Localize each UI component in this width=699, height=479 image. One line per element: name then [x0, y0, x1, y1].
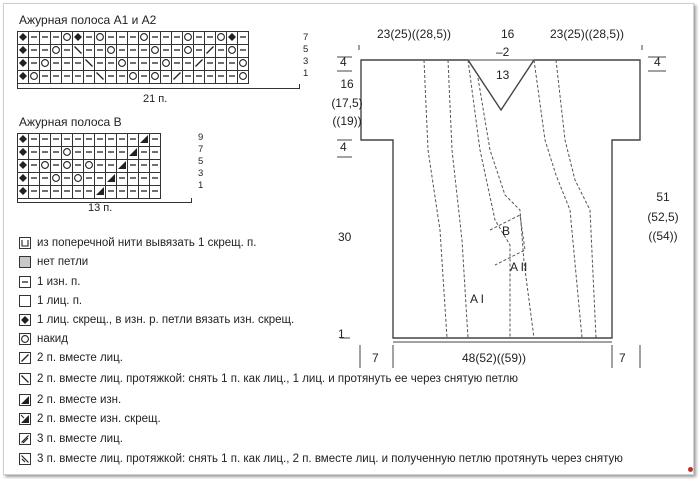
bottom-left-dimension: 7 [372, 351, 379, 365]
armhole-height-1: 16 [340, 77, 354, 91]
body-outline [361, 60, 640, 338]
chart-b-row-number: 5 [198, 156, 204, 167]
sleeve-left-top-dimension: 4 [340, 55, 347, 69]
armhole-height-3: ((19)) [332, 114, 362, 128]
sleeve-left-bottom-dimension: 4 [340, 140, 347, 154]
corner-mark-icon [688, 467, 693, 472]
legend-text: 1 изн. п. [37, 276, 81, 288]
chart-a-row-number: 1 [303, 68, 309, 79]
neck-width-dimension: 16 [501, 27, 515, 41]
total-length-1: 51 [656, 190, 670, 204]
hem-dimension: 1 [338, 327, 345, 341]
stripe-label-a2: A II [510, 260, 528, 274]
stripe-label-b: B [502, 224, 511, 238]
legend-text: 2 п. вместе лиц. протяжкой: снять 1 п. как лиц., 1 лиц. и протянуть ее через снятую петлю [37, 373, 519, 385]
chart-a-title: Ажурная полоса A1 и A2 [19, 13, 157, 27]
legend-text: накид [37, 333, 68, 345]
chart-b-row-number: 7 [198, 144, 204, 155]
legend-text: 1 лиц. скрещ., в изн. р. петли вязать изн. скрещ. [37, 314, 295, 326]
total-length-2: (52,5) [647, 210, 679, 224]
sleeve-right-top-dimension: 4 [654, 55, 661, 69]
total-length-3: ((54)) [648, 229, 678, 243]
legend-text: 2 п. вместе изн. [37, 394, 122, 406]
stripe-label-a1: A I [470, 292, 485, 306]
chart-b-title: Ажурная полоса B [19, 115, 122, 129]
chart-b-row-number: 9 [198, 132, 204, 143]
armhole-height-2: (17,5) [331, 96, 363, 110]
bottom-right-dimension: 7 [619, 351, 626, 365]
neck-depth-dimension: 13 [496, 68, 510, 82]
chart-b-row-number: 1 [198, 180, 204, 191]
legend-text: 3 п. вместе лиц. [37, 433, 123, 445]
legend-text: нет петли [37, 256, 89, 268]
shoulder-right-dimension: 23(25)((28,5)) [550, 27, 625, 41]
chart-b-row-number: 3 [198, 168, 204, 179]
legend-text: 3 п. вместе лиц. протяжкой: снять 1 п. как лиц., 2 п. вместе лиц. и полученную петлю протянуть через снятую [37, 453, 623, 465]
legend-text: 2 п. вместе лиц. [37, 352, 123, 364]
legend-text: 2 п. вместе изн. скрещ. [37, 413, 161, 425]
bottom-width-dimension: 48(52)((59)) [462, 351, 527, 365]
neck-minus-dimension: –2 [496, 45, 510, 59]
chart-b-stitch-count: 13 п. [88, 202, 113, 214]
side-height-dimension: 30 [338, 230, 352, 244]
chart-a-stitch-count: 21 п. [143, 93, 168, 105]
chart-a-row-number: 5 [303, 44, 309, 55]
legend-text: из поперечной нити вывязать 1 скрещ. п. [37, 237, 257, 249]
shoulder-left-dimension: 23(25)((28,5)) [377, 27, 452, 41]
legend-text: 1 лиц. п. [37, 295, 83, 307]
chart-a-row-number: 7 [303, 32, 309, 43]
chart-a-row-number: 3 [303, 56, 309, 67]
